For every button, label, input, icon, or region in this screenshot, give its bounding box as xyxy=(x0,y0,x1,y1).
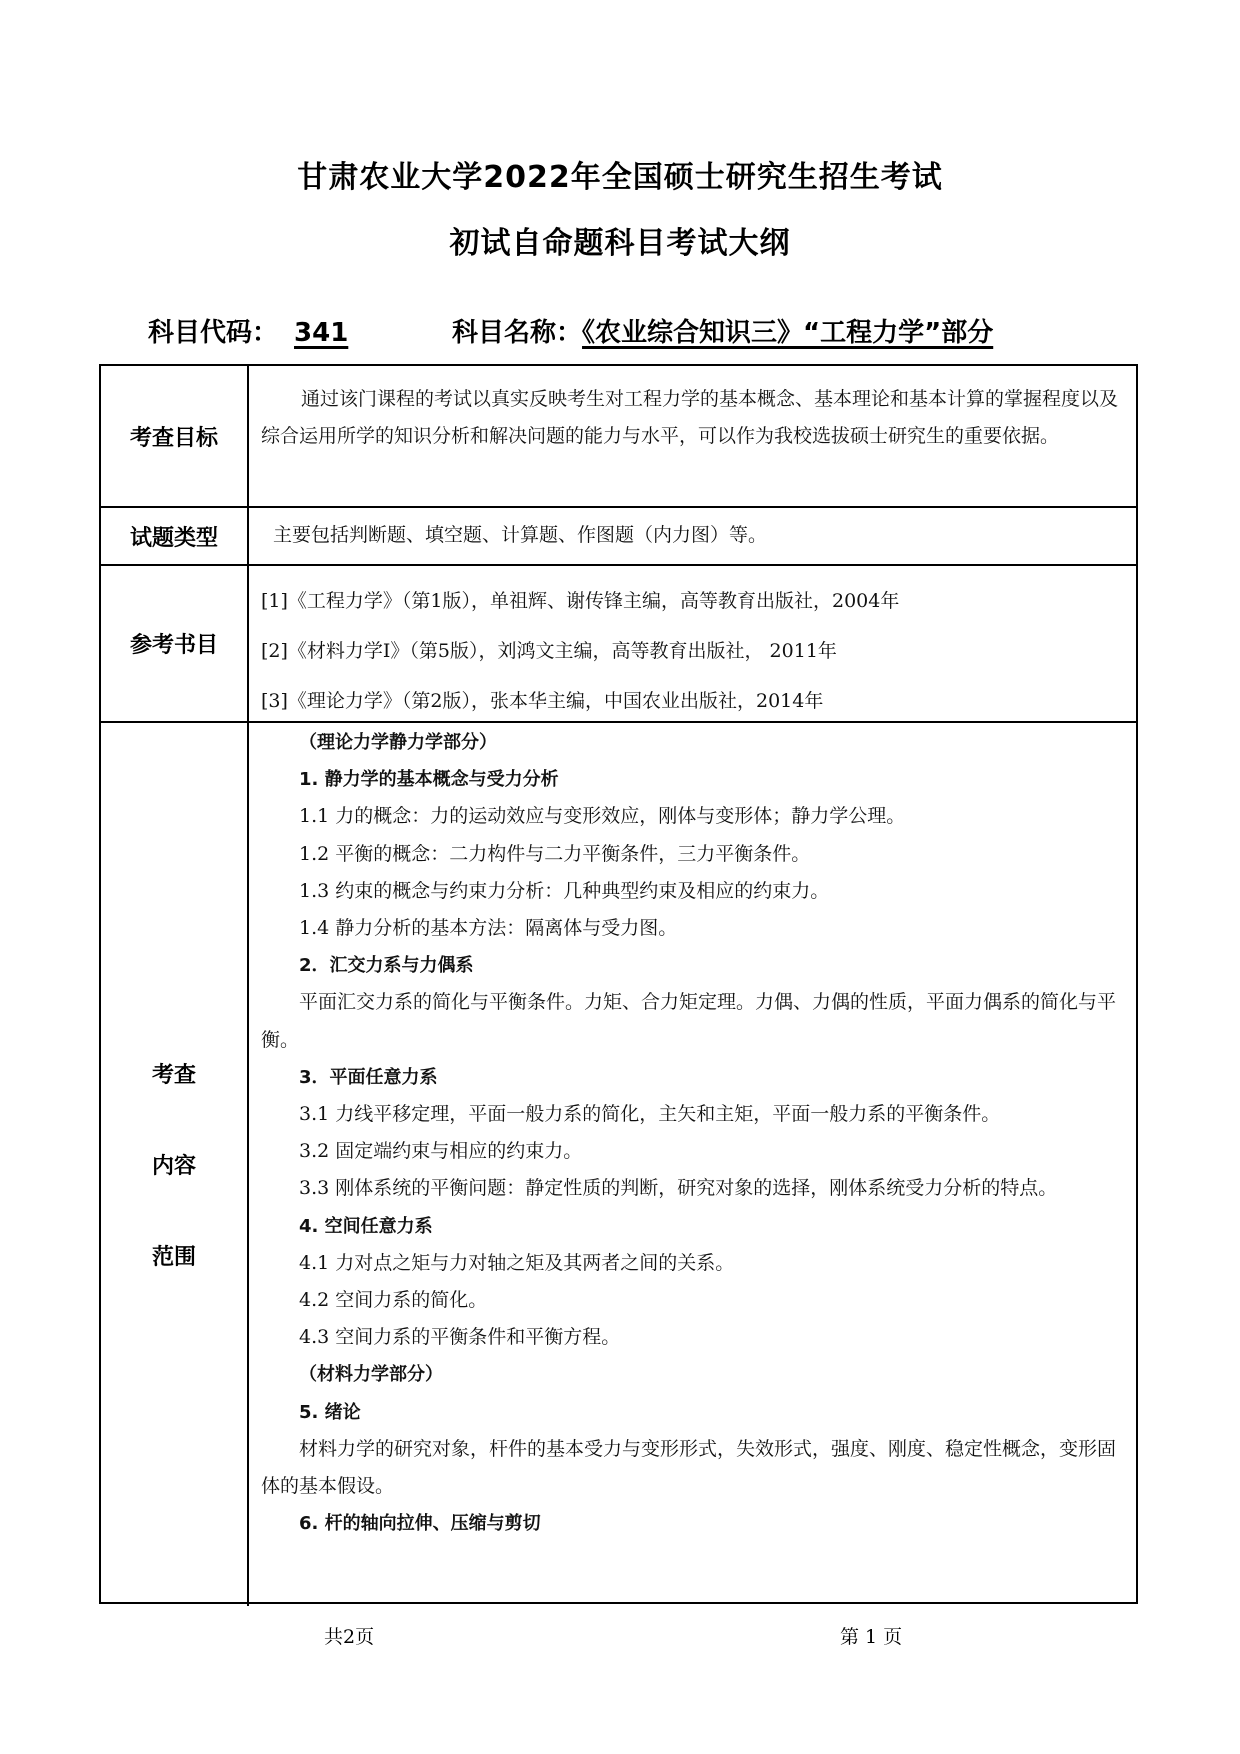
reference-item: [2]《材料力学I》（第5版），刘鸿文主编，高等教育出版社， 2011年 xyxy=(261,640,837,662)
table-row-objective xyxy=(101,366,1136,508)
question-types-text: 主要包括判断题、填空题、计算题、作图题（内力图）等。 xyxy=(273,524,768,546)
scope-heading: 3．平面任意力系 xyxy=(299,1066,438,1088)
subject-info xyxy=(148,312,993,349)
question-types-label: 试题类型 xyxy=(101,508,249,564)
scope-heading: （理论力学静力学部分） xyxy=(299,732,497,753)
scope-item: 1.3 约束的概念与约束力分析：几种典型约束及相应的约束力。 xyxy=(299,879,830,902)
scope-heading: 1. 静力学的基本概念与受力分析 xyxy=(299,769,559,791)
table-row-references xyxy=(101,566,1136,723)
scope-paragraph: 平面汇交力系的简化与平衡条件。力矩、合力矩定理。力偶、力偶的性质，平面力偶系的简化与平衡。 xyxy=(261,991,1117,1051)
references-list xyxy=(249,566,1136,721)
scope-item: 1.4 静力分析的基本方法：隔离体与受力图。 xyxy=(299,917,678,940)
references-label: 参考书目 xyxy=(101,566,249,721)
objective-label: 考查目标 xyxy=(101,366,249,506)
total-pages: 共2页 xyxy=(324,1626,375,1648)
document-title: 甘肃农业大学2022年全国硕士研究生招生考试 xyxy=(297,160,943,195)
subject-name-label: 科目名称： xyxy=(452,318,583,348)
scope-content xyxy=(249,723,1136,1606)
scope-item: 4.2 空间力系的简化。 xyxy=(299,1289,488,1312)
scope-label xyxy=(101,723,249,1606)
scope-paragraph: 材料力学的研究对象，杆件的基本受力与变形形式，失效形式，强度、刚度、稳定性概念，变形固体的基本假设。 xyxy=(261,1437,1117,1498)
table-row-scope xyxy=(101,723,1136,1606)
page-number: 第 1 页 xyxy=(840,1626,903,1648)
scope-heading: 4. 空间任意力系 xyxy=(299,1215,433,1237)
scope-label-part: 考查 xyxy=(151,1063,196,1088)
scope-item: 3.1 力线平移定理，平面一般力系的简化，主矢和主矩，平面一般力系的平衡条件。 xyxy=(299,1103,1001,1126)
scope-heading: （材料力学部分） xyxy=(299,1364,443,1386)
scope-item: 4.1 力对点之矩与力对轴之矩及其两者之间的关系。 xyxy=(299,1251,735,1274)
reference-item: [3]《理论力学》（第2版），张本华主编，中国农业出版社，2014年 xyxy=(261,690,824,712)
scope-heading: 5. 绪论 xyxy=(299,1401,361,1423)
scope-item: 4.3 空间力系的平衡条件和平衡方程。 xyxy=(299,1326,621,1349)
subject-code-value: 341 xyxy=(294,318,349,348)
scope-item: 1.1 力的概念：力的运动效应与变形效应，刚体与变形体；静力学公理。 xyxy=(299,805,906,828)
subject-name-value: 《农业综合知识三》“工程力学”部分 xyxy=(582,318,994,348)
scope-label-part: 范围 xyxy=(151,1245,196,1270)
syllabus-table xyxy=(99,364,1138,1604)
reference-item: [1]《工程力学》（第1版），单祖辉、谢传锋主编，高等教育出版社，2004年 xyxy=(261,590,900,612)
document-subtitle: 初试自命题科目考试大纲 xyxy=(449,226,791,261)
table-row-question-types xyxy=(101,508,1136,566)
scope-heading: 6. 杆的轴向拉伸、压缩与剪切 xyxy=(299,1513,541,1535)
subject-code-label: 科目代码： xyxy=(148,318,279,348)
scope-heading: 2．汇交力系与力偶系 xyxy=(299,955,474,977)
scope-paragraph: 3.3 刚体系统的平衡问题：静定性质的判断，研究对象的选择，刚体系统受力分析的特点。 xyxy=(299,1177,1058,1200)
scope-label-part: 内容 xyxy=(151,1154,196,1179)
scope-item: 1.2 平衡的概念：二力构件与二力平衡条件，三力平衡条件。 xyxy=(299,842,811,865)
objective-text: 通过该门课程的考试以真实反映考生对工程力学的基本概念、基本理论和基本计算的掌握程度以及综合运用所学的知识分析和解决问题的能力与水平，可以作为我校选拔硕士研究生的重要依据。 xyxy=(261,388,1119,447)
scope-item: 3.2 固定端约束与相应的约束力。 xyxy=(299,1140,583,1163)
